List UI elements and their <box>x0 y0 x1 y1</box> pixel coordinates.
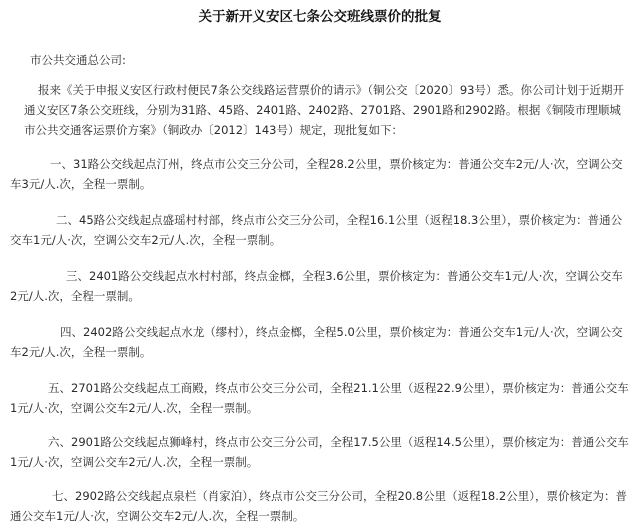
intro-paragraph: 报来《关于申报义安区行政村便民7条公交线路运营票价的请示》（铜公交〔2020〕93号）悉。你公司计划于近期开通义安区7条公交班线，分别为31路、45路、2401路、2402路、2701路、2901路和2902路。根据《铜陵市理顺城市公共交通客运票价方案》（铜政办〔2012〕143号）规定，现批复如下： <box>24 83 624 137</box>
item-paragraph-3: 三、2401路公交线起点水村村部，终点金榔，全程3.6公里，票价核定为：普通公交车1元/人·次，空调公交车2元/人.次，全程一票制。 <box>10 269 623 303</box>
item-paragraph-5: 五、2701路公交线起点工商殿，终点市公交三分公司，全程21.1公里（返程22.9公里），票价核定为：普通公交车1元/人·次，空调公交车2元/人.次，全程一票制。 <box>10 381 629 415</box>
addressee: 市公共交通总公司: <box>30 53 126 67</box>
document-title: 关于新开义安区七条公交班线票价的批复 <box>198 9 442 25</box>
item-paragraph-4: 四、2402路公交线起点水龙（缪村），终点金榔，全程5.0公里，票价核定为：普通公交车1元/人·次，空调公交车2元/人.次，全程一票制。 <box>10 325 623 359</box>
item-paragraph-1: 一、31路公交线起点汀州，终点市公交三分公司，全程28.2公里，票价核定为：普通公交车2元/人·次，空调公交车3元/人.次，全程一票制。 <box>10 157 623 191</box>
item-paragraph-2: 二、45路公交线起点盛瑶村村部，终点市公交三分公司，全程16.1公里（返程18.3公里），票价核定为：普通公交车1元/人·次，空调公交车2元/人.次，全程一票制。 <box>10 213 623 247</box>
item-paragraph-6: 六、2901路公交线起点狮峰村，终点市公交三分公司，全程17.5公里（返程14.5公里），票价核定为：普通公交车1元/人·次，空调公交车2元/人.次，全程一票制。 <box>10 435 629 469</box>
item-paragraph-7: 七、2902路公交线起点泉栏（肖家泊），终点市公交三分公司，全程20.8公里（返程18.2公里），票价核定为：普通公交车1元/人·次，空调公交车2元/人.次，全程一票制。 <box>10 489 627 523</box>
